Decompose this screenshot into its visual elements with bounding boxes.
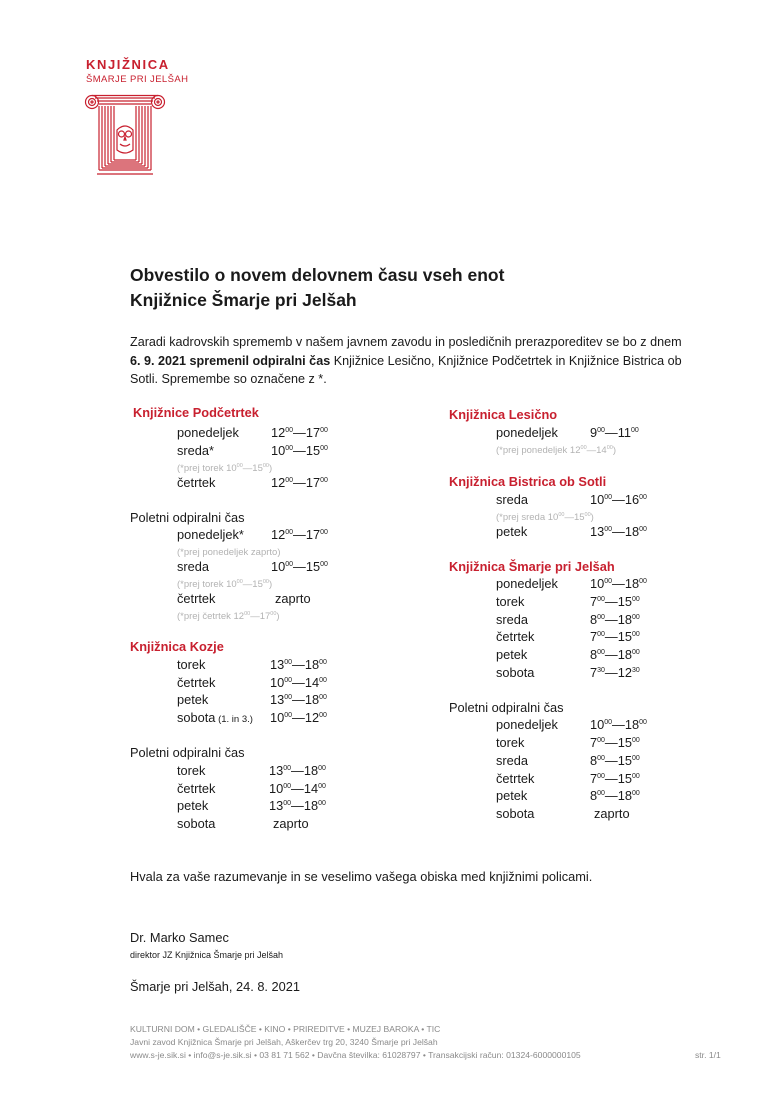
note-to: —15 <box>242 579 263 590</box>
hours-to: 18 <box>304 657 320 672</box>
hours-dash: — <box>604 788 618 803</box>
day-name: četrtek <box>177 781 216 796</box>
schedule-day <box>177 657 205 672</box>
hours-dash: — <box>293 443 306 458</box>
hours-dash: — <box>293 559 306 574</box>
hours-to: 15 <box>617 771 632 786</box>
hours-from-sup: 00 <box>597 737 605 744</box>
hours-to: 18 <box>624 717 640 732</box>
schedule-hours <box>590 771 640 786</box>
schedule-day <box>496 425 558 440</box>
hours-from: 7 <box>590 771 598 786</box>
hours-dash: — <box>604 612 618 627</box>
hours-to-sup: 00 <box>320 445 328 452</box>
schedule-day <box>177 559 209 574</box>
footer-line-3: www.s-je.sik.si • info@s-je.sik.si • 03 81 71 562 • Davčna številka: 61028797 • Transakcijski račun: 01324-6000000105 <box>130 1050 581 1060</box>
hours-to-sup: 00 <box>320 529 328 536</box>
day-name: sobota <box>177 710 216 725</box>
schedule-hours <box>590 735 640 750</box>
hours-dash: — <box>292 675 305 690</box>
day-name: sreda <box>496 612 529 627</box>
day-name: petek <box>496 524 528 539</box>
hours-dash: — <box>604 665 618 680</box>
hours-to-sup: 00 <box>318 800 326 807</box>
note-to: —17 <box>250 611 271 622</box>
schedule-hours <box>590 788 640 803</box>
schedule-day <box>177 710 253 725</box>
schedule-hours <box>590 594 640 609</box>
schedule-day <box>496 647 527 662</box>
hours-to-sup: 00 <box>631 790 640 797</box>
hours-from: 12 <box>271 527 286 542</box>
hours-to: 17 <box>305 425 321 440</box>
hours-to: 18 <box>617 647 632 662</box>
day-name: sreda <box>496 492 529 507</box>
section-title: Knjižnica Bistrica ob Sotli <box>449 474 607 489</box>
day-name: četrtek <box>177 591 216 606</box>
day-name: ponedeljek <box>177 425 239 440</box>
schedule-day <box>496 806 534 821</box>
note-to-sup: 00 <box>270 611 277 617</box>
hours-from-sup: 00 <box>283 765 292 772</box>
hours-from-sup: 00 <box>285 477 294 484</box>
hours-from-sup: 00 <box>597 755 605 762</box>
note-from: (*prej torek 10 <box>177 463 237 474</box>
hours-to: 18 <box>617 788 632 803</box>
hours-from: 8 <box>590 612 598 627</box>
day-name: torek <box>496 735 525 750</box>
note-end: ) <box>269 463 273 474</box>
schedule-day <box>496 576 558 591</box>
note-from-sup: 00 <box>236 579 243 585</box>
hours-from-sup: 00 <box>597 649 605 656</box>
hours-from-sup: 00 <box>597 790 605 797</box>
hours-from-sup: 00 <box>284 677 293 684</box>
hours-to: 18 <box>304 692 320 707</box>
section-title: Poletni odpiralni čas <box>130 510 245 525</box>
hours-dash: — <box>292 657 305 672</box>
schedule-hours <box>269 798 326 813</box>
hours-to-sup: 00 <box>320 477 328 484</box>
day-name: torek <box>496 594 525 609</box>
hours-to-sup: 00 <box>631 773 640 780</box>
hours-to: 15 <box>617 594 632 609</box>
hours-from: 10 <box>269 781 284 796</box>
signer-name: Dr. Marko Samec <box>130 930 229 945</box>
note-to: —15 <box>242 463 263 474</box>
schedule-closed: zaprto <box>594 806 630 821</box>
schedule-hours <box>590 524 647 539</box>
day-name: petek <box>177 692 209 707</box>
hours-from-sup: 00 <box>284 694 293 701</box>
hours-to: 18 <box>617 612 632 627</box>
schedule-note <box>496 445 616 456</box>
section-title: Poletni odpiralni čas <box>130 745 245 760</box>
schedule-day <box>177 798 208 813</box>
place-date: Šmarje pri Jelšah, 24. 8. 2021 <box>130 979 301 994</box>
note-from-sup: 00 <box>580 445 587 451</box>
day-name: petek <box>177 798 209 813</box>
hours-from: 12 <box>271 475 286 490</box>
schedule-day <box>496 524 527 539</box>
hours-dash: — <box>612 717 625 732</box>
hours-to-sup: 00 <box>639 719 647 726</box>
hours-to: 12 <box>304 710 320 725</box>
hours-dash: — <box>604 629 618 644</box>
hours-to-sup: 00 <box>318 783 326 790</box>
hours-from: 8 <box>590 647 598 662</box>
hours-from: 13 <box>270 657 285 672</box>
hours-from-sup: 00 <box>285 427 294 434</box>
day-name: četrtek <box>177 675 216 690</box>
hours-to-sup: 00 <box>320 427 328 434</box>
hours-from: 13 <box>269 798 284 813</box>
hours-dash: — <box>612 524 625 539</box>
schedule-day <box>177 527 244 542</box>
note-from: (*prej četrtek 12 <box>177 611 245 622</box>
hours-from: 10 <box>271 443 286 458</box>
note-from: (*prej torek 10 <box>177 579 237 590</box>
note-end: ) <box>269 579 273 590</box>
note-from: (*prej ponedeljek 12 <box>496 445 581 456</box>
day-name: sreda* <box>177 443 214 458</box>
notice-title <box>130 263 650 313</box>
day-name: sobota <box>177 816 216 831</box>
notice-title-line-1: Obvestilo o novem delovnem času vseh enot <box>130 265 505 285</box>
note-from-sup: 00 <box>236 463 243 469</box>
intro-highlight: 6. 9. 2021 spremenil odpiralni čas <box>130 353 331 368</box>
hours-dash: — <box>604 425 618 440</box>
hours-to-sup: 00 <box>639 578 647 585</box>
hours-from: 10 <box>270 710 285 725</box>
schedule-note <box>177 579 272 590</box>
hours-from: 10 <box>590 576 605 591</box>
hours-from: 10 <box>590 717 605 732</box>
hours-to: 14 <box>304 675 320 690</box>
hours-from-sup: 00 <box>604 719 613 726</box>
schedule-hours <box>590 492 647 507</box>
section-title: Knjižnice Podčetrtek <box>133 405 259 420</box>
section-title: Knjižnica Kozje <box>130 639 224 654</box>
note-to-sup: 00 <box>262 463 269 469</box>
hours-to-sup: 00 <box>631 755 640 762</box>
section-title: Knjižnica Šmarje pri Jelšah <box>449 559 615 574</box>
day-name: ponedeljek <box>496 717 558 732</box>
hours-to-sup: 30 <box>631 667 640 674</box>
day-name: ponedeljek <box>496 576 558 591</box>
hours-dash: — <box>604 735 618 750</box>
library-column-owl-logo-icon <box>83 92 167 178</box>
hours-from-sup: 00 <box>604 494 613 501</box>
hours-from: 13 <box>590 524 605 539</box>
note-to: —14 <box>586 445 607 456</box>
schedule-day <box>496 665 534 680</box>
day-name: ponedeljek <box>496 425 558 440</box>
hours-dash: — <box>604 771 618 786</box>
intro-line-2-rest: Knjižnice Lesično, Knjižnice Podčetrtek in Knjižnice Bistrica ob <box>330 353 682 368</box>
hours-from: 7 <box>590 629 598 644</box>
schedule-closed: zaprto <box>273 816 309 831</box>
hours-to-sup: 00 <box>639 494 647 501</box>
note-from: (*prej sreda 10 <box>496 512 559 523</box>
section-title: Poletni odpiralni čas <box>449 700 564 715</box>
note-end: ) <box>612 445 617 456</box>
note-to-sup: 00 <box>584 512 591 518</box>
hours-to: 15 <box>617 629 632 644</box>
hours-from: 10 <box>270 675 285 690</box>
schedule-day <box>496 594 524 609</box>
day-name: petek <box>496 788 528 803</box>
hours-to: 18 <box>303 798 319 813</box>
hours-to: 12 <box>617 665 632 680</box>
section-title: Knjižnica Lesično <box>449 407 558 422</box>
schedule-day <box>177 692 208 707</box>
hours-from-sup: 00 <box>285 529 294 536</box>
schedule-hours <box>269 781 326 796</box>
note-to-sup: 00 <box>606 445 613 451</box>
note-end: ) <box>276 611 280 622</box>
hours-from: 7 <box>590 594 598 609</box>
hours-to: 16 <box>624 492 640 507</box>
intro-paragraph <box>130 333 750 389</box>
schedule-day <box>496 492 528 507</box>
hours-from: 10 <box>590 492 605 507</box>
note-from-sup: 00 <box>558 512 565 518</box>
schedule-hours <box>590 629 640 644</box>
schedule-day <box>496 717 558 732</box>
schedule-note <box>496 512 594 523</box>
schedule-day <box>177 675 215 690</box>
hours-from: 8 <box>590 753 598 768</box>
schedule-hours <box>271 425 328 440</box>
hours-to: 15 <box>305 443 321 458</box>
hours-from-sup: 00 <box>597 614 605 621</box>
hours-from-sup: 00 <box>597 427 605 434</box>
hours-to-sup: 00 <box>639 526 647 533</box>
hours-dash: — <box>612 492 625 507</box>
hours-to-sup: 00 <box>631 631 640 638</box>
schedule-hours <box>590 576 647 591</box>
note-from-sup: 00 <box>244 611 251 617</box>
footer-line-2: Javni zavod Knjižnica Šmarje pri Jelšah, Aškerčev trg 20, 3240 Šmarje pri Jelšah <box>130 1037 438 1047</box>
hours-from-sup: 00 <box>604 578 613 585</box>
day-name: torek <box>177 657 206 672</box>
hours-from: 12 <box>271 425 286 440</box>
hours-to-sup: 00 <box>631 737 640 744</box>
schedule-day <box>177 781 215 796</box>
schedule-day <box>177 475 215 490</box>
schedule-hours <box>271 475 328 490</box>
schedule-hours <box>270 710 327 725</box>
day-name: četrtek <box>496 629 535 644</box>
library-logo-place: ŠMARJE PRI JELŠAH <box>86 74 189 85</box>
hours-to-sup: 00 <box>319 677 327 684</box>
hours-from: 7 <box>590 665 598 680</box>
hours-to: 14 <box>303 781 319 796</box>
hours-from-sup: 00 <box>604 526 613 533</box>
hours-to: 18 <box>624 524 640 539</box>
hours-to: 15 <box>617 753 632 768</box>
hours-to-sup: 00 <box>320 561 328 568</box>
hours-from-sup: 00 <box>283 783 292 790</box>
hours-dash: — <box>291 763 304 778</box>
hours-from-sup: 30 <box>597 667 605 674</box>
hours-dash: — <box>293 527 306 542</box>
schedule-hours <box>590 647 640 662</box>
signer-role: direktor JZ Knjižnica Šmarje pri Jelšah <box>130 950 284 960</box>
hours-from: 8 <box>590 788 598 803</box>
hours-dash: — <box>292 692 305 707</box>
hours-from-sup: 00 <box>597 773 605 780</box>
hours-from-sup: 00 <box>284 712 293 719</box>
day-name: sobota <box>496 665 535 680</box>
hours-dash: — <box>293 425 306 440</box>
day-name: ponedeljek* <box>177 527 244 542</box>
day-name: sreda <box>496 753 529 768</box>
hours-to-sup: 00 <box>319 659 327 666</box>
schedule-hours <box>271 527 328 542</box>
schedule-hours <box>270 657 327 672</box>
schedule-note: (*prej ponedeljek zaprto) <box>177 547 281 558</box>
hours-to: 17 <box>305 475 321 490</box>
hours-dash: — <box>604 647 618 662</box>
schedule-day <box>496 735 524 750</box>
hours-to-sup: 00 <box>319 694 327 701</box>
hours-dash: — <box>292 710 305 725</box>
hours-from: 13 <box>270 692 285 707</box>
schedule-day <box>177 591 215 606</box>
hours-to-sup: 00 <box>631 596 640 603</box>
hours-to-sup: 00 <box>631 649 640 656</box>
hours-from-sup: 00 <box>597 631 605 638</box>
schedule-hours <box>271 443 328 458</box>
hours-from: 7 <box>590 735 598 750</box>
hours-dash: — <box>293 475 306 490</box>
day-name: četrtek <box>177 475 216 490</box>
note-to: —15 <box>564 512 585 523</box>
hours-dash: — <box>291 798 304 813</box>
schedule-hours <box>590 753 640 768</box>
page-number: str. 1/1 <box>695 1050 721 1060</box>
day-name: petek <box>496 647 528 662</box>
schedule-hours <box>270 675 327 690</box>
schedule-hours <box>590 665 640 680</box>
schedule-day <box>496 753 528 768</box>
day-note: (1. in 3.) <box>215 714 253 725</box>
notice-title-line-2: Knjižnice Šmarje pri Jelšah <box>130 290 357 310</box>
library-logo-name: KNJIŽNICA <box>86 57 170 72</box>
hours-from-sup: 00 <box>285 561 294 568</box>
intro-line-1: Zaradi kadrovskih sprememb v našem javnem zavodu in posledičnih prerazporeditev se bo z dnem <box>130 335 682 349</box>
hours-from: 9 <box>590 425 598 440</box>
schedule-hours <box>270 692 327 707</box>
day-name: sreda <box>177 559 210 574</box>
hours-to: 18 <box>303 763 319 778</box>
schedule-note <box>177 611 280 622</box>
schedule-day <box>177 816 215 831</box>
schedule-day <box>177 443 214 458</box>
hours-to: 11 <box>617 425 632 440</box>
hours-dash: — <box>604 594 618 609</box>
hours-to: 15 <box>305 559 321 574</box>
footer-line-1: KULTURNI DOM • GLEDALIŠČE • KINO • PRIREDITVE • MUZEJ BAROKA • TIC <box>130 1024 441 1034</box>
schedule-day <box>177 425 239 440</box>
schedule-note <box>177 463 272 474</box>
schedule-hours <box>590 612 640 627</box>
hours-dash: — <box>291 781 304 796</box>
hours-from-sup: 00 <box>597 596 605 603</box>
hours-from-sup: 00 <box>285 445 294 452</box>
schedule-closed: zaprto <box>275 591 311 606</box>
day-name: četrtek <box>496 771 535 786</box>
intro-line-2 <box>130 352 750 371</box>
schedule-day <box>496 629 534 644</box>
hours-to-sup: 00 <box>319 712 327 719</box>
schedule-day <box>496 771 534 786</box>
schedule-day <box>496 788 527 803</box>
hours-to: 15 <box>617 735 632 750</box>
hours-from-sup: 00 <box>284 659 293 666</box>
intro-line-3: Sotli. Spremembe so označene z *. <box>130 372 327 386</box>
hours-to-sup: 00 <box>318 765 326 772</box>
schedule-hours <box>269 763 326 778</box>
day-name: torek <box>177 763 206 778</box>
hours-to-sup: 00 <box>631 427 639 434</box>
schedule-day <box>496 612 528 627</box>
schedule-hours <box>590 425 639 440</box>
hours-from: 10 <box>271 559 286 574</box>
hours-to: 18 <box>624 576 640 591</box>
thanks-text: Hvala za vaše razumevanje in se veselimo vašega obiska med knjižnimi policami. <box>130 869 593 884</box>
schedule-hours <box>590 717 647 732</box>
hours-to-sup: 00 <box>631 614 640 621</box>
schedule-day <box>177 763 205 778</box>
hours-dash: — <box>604 753 618 768</box>
hours-from: 13 <box>269 763 284 778</box>
note-end: ) <box>590 512 594 523</box>
hours-from-sup: 00 <box>283 800 292 807</box>
day-name: sobota <box>496 806 535 821</box>
hours-to: 17 <box>305 527 321 542</box>
schedule-hours <box>271 559 328 574</box>
hours-dash: — <box>612 576 625 591</box>
note-to-sup: 00 <box>262 579 269 585</box>
